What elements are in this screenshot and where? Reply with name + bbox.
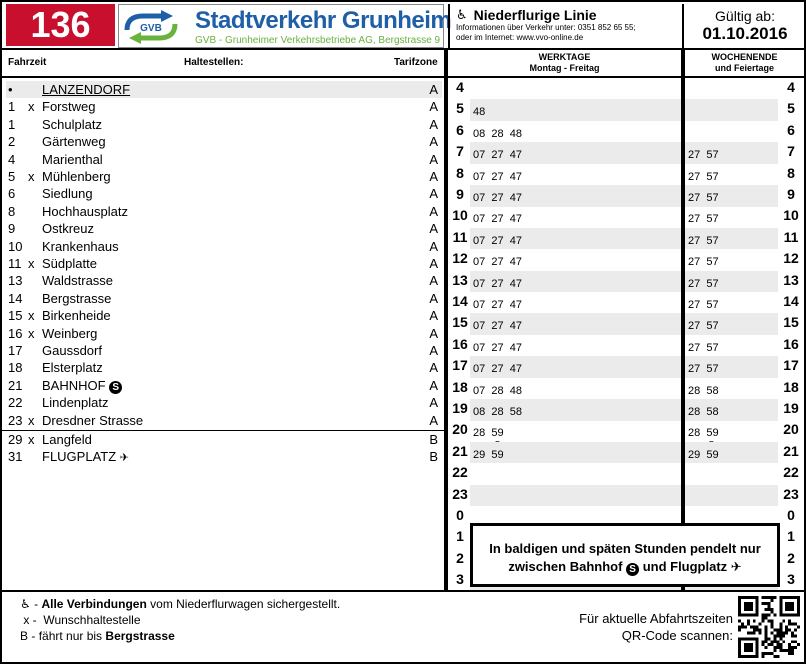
stop-name — [42, 448, 129, 467]
stop-request-marker: x — [28, 99, 35, 115]
weekday-minutes: 07 27 47 — [473, 234, 522, 247]
header — [2, 2, 804, 50]
stop-zone: A — [429, 412, 438, 428]
col-haltestellen: Haltestellen: — [184, 57, 244, 68]
stop-name — [42, 255, 97, 272]
hour-label-left: 2 — [456, 549, 464, 566]
stop-time: 13 — [8, 273, 23, 289]
stop-name-text: Schulplatz — [42, 116, 102, 132]
hour-label-left: 17 — [452, 357, 468, 374]
row-stripe — [685, 485, 778, 507]
brand-name: Stadtverkehr Grunheim — [195, 7, 452, 34]
hour-label-right: 20 — [783, 421, 799, 438]
stop-name-text: Birkenheide — [42, 308, 111, 324]
hour-label-left: 3 — [456, 571, 464, 588]
stop-row — [6, 377, 442, 394]
stop-zone: A — [429, 82, 438, 97]
stop-zone: A — [429, 395, 438, 411]
stop-name — [42, 290, 111, 307]
weekend-minutes: 27 57 — [688, 363, 719, 376]
stop-time: 14 — [8, 290, 23, 306]
weekend-header-line1: WOCHENENDE — [711, 52, 778, 62]
weekday-minutes: 07 27 47 — [473, 170, 522, 183]
hour-label-right: 0 — [787, 507, 795, 523]
weekday-minutes: 07 27 47 — [473, 277, 522, 290]
legend-l3-text: fährt nur bis — [38, 629, 103, 643]
stop-name — [42, 431, 92, 448]
zone-separator — [2, 430, 444, 431]
stop-name — [42, 203, 128, 220]
hour-label-left: 1 — [456, 528, 464, 545]
hour-label-left: 12 — [452, 250, 468, 267]
stop-name-text: Ostkreuz — [42, 221, 95, 237]
stop-name-text: Forstweg — [42, 99, 96, 115]
stop-row — [6, 203, 442, 220]
weekday-minutes: 07 27 47 — [473, 341, 522, 354]
stop-zone: B — [429, 449, 438, 465]
weekend-minutes: 28 58 — [688, 406, 719, 418]
weekend-minutes: 27 57 — [688, 192, 719, 204]
stop-name — [42, 377, 122, 394]
stop-time: 9 — [8, 221, 16, 237]
hour-label-right: 15 — [783, 314, 799, 331]
qr-line1: Für aktuelle Abfahrtszeiten — [579, 611, 733, 626]
hour-label-right: 11 — [783, 228, 799, 245]
validity — [686, 4, 804, 48]
stop-request-marker: x — [28, 412, 35, 428]
stop-zone: A — [429, 256, 438, 271]
weekday-minutes: 07 27 47 — [473, 299, 522, 311]
weekday-minutes: 07 27 47 — [473, 213, 522, 226]
stop-name-text: Gaussdorf — [42, 343, 102, 358]
hour-label-left: 20 — [452, 421, 468, 438]
hour-label-left: 18 — [452, 378, 468, 395]
weekend-header — [685, 50, 804, 78]
divider — [444, 50, 448, 590]
stop-row — [6, 238, 442, 255]
hour-label-left: 19 — [452, 400, 468, 416]
stop-name — [42, 81, 130, 98]
stop-request-marker: x — [28, 432, 35, 447]
valid-label: Gültig ab: — [715, 8, 775, 24]
stop-name — [42, 220, 94, 237]
stop-time: 17 — [8, 343, 23, 358]
lowfloor-info — [448, 4, 684, 48]
stop-zone: A — [429, 360, 438, 376]
stop-zone: A — [429, 290, 438, 306]
hour-label-right: 21 — [783, 442, 799, 459]
stop-time: 23 — [8, 412, 23, 428]
stop-request-marker: x — [28, 256, 35, 271]
stop-name — [42, 185, 93, 202]
weekend-minutes: 27 57 — [688, 277, 719, 290]
stop-zone: A — [429, 186, 438, 202]
hour-label-right: 23 — [783, 485, 799, 502]
stop-row — [6, 98, 442, 115]
stop-name-text: Mühlenberg — [42, 169, 111, 184]
stop-time: 1 — [8, 99, 16, 115]
stop-name — [42, 359, 103, 376]
stop-name-text: Elsterplatz — [42, 360, 103, 376]
stop-list — [2, 78, 444, 590]
stop-row — [6, 255, 442, 272]
weekday-minutes: 07 27 47 — [473, 320, 522, 333]
legend-l1-rest: vom Niederflurwagen sichergestellt. — [150, 597, 341, 611]
weekend-header-line2: und Feiertage — [714, 63, 774, 73]
col-tarifzone: Tarifzone — [394, 57, 438, 68]
stop-name-text: Gärtenweg — [42, 134, 106, 150]
stop-row — [6, 325, 442, 342]
stop-time: 10 — [8, 238, 23, 254]
stop-row — [6, 412, 442, 429]
stop-name — [42, 325, 97, 342]
hour-label-right: 2 — [787, 549, 795, 566]
weekday-minutes: 07 28 48 — [473, 384, 522, 397]
stop-zone: A — [429, 273, 438, 289]
qr-line2: QR-Code scannen: — [621, 628, 733, 643]
weekday-header-line1: WERKTAGE — [538, 52, 591, 62]
stop-time: 22 — [8, 395, 23, 411]
weekday-header-line2: Montag - Freitag — [529, 63, 600, 73]
stop-request-marker: x — [28, 325, 35, 341]
stop-zone: A — [429, 308, 438, 324]
stop-name-text: Dresdner Strasse — [42, 412, 144, 428]
stop-name-text: BAHNHOF — [42, 377, 106, 393]
hour-label-right: 13 — [783, 271, 799, 288]
hour-label-left: 6 — [456, 121, 464, 138]
divider — [681, 50, 685, 590]
hour-label-right: 10 — [783, 207, 799, 224]
hour-label-right: 19 — [783, 400, 799, 416]
stop-row — [6, 307, 442, 324]
lowfloor-info-web: oder im Internet: www.vvo-online.de — [456, 33, 584, 42]
stop-zone: B — [429, 432, 438, 447]
gvb-logo-icon — [123, 8, 179, 46]
qr-code-icon[interactable] — [738, 596, 800, 658]
weekday-minutes: 07 27 47 — [473, 149, 522, 162]
stop-time: 2 — [8, 134, 16, 150]
stop-row — [6, 272, 442, 289]
stop-name-text: Marienthal — [42, 151, 103, 167]
stop-name-text: Waldstrasse — [42, 273, 114, 289]
hour-label-left: 14 — [452, 293, 468, 309]
sbahn-icon: S — [626, 563, 639, 576]
stop-zone: A — [429, 325, 438, 341]
stop-time: 11 — [8, 256, 22, 271]
hour-label-right: 4 — [787, 79, 795, 95]
hour-label-right: 8 — [787, 164, 795, 181]
weekend-minutes: 29 59 — [688, 448, 719, 461]
sbahn-icon: S — [109, 381, 122, 394]
stop-request-marker: x — [28, 308, 35, 324]
logo-text: GVB — [140, 23, 162, 34]
stop-time: • — [8, 82, 13, 97]
hour-label-right: 16 — [783, 335, 799, 352]
stop-zone: A — [429, 99, 438, 115]
row-stripe — [470, 99, 681, 121]
stop-time: 31 — [8, 449, 23, 465]
weekday-minutes: 29 59 — [473, 448, 504, 461]
stop-time: 8 — [8, 203, 16, 219]
valid-date: 01.10.2016 — [702, 24, 788, 43]
weekday-minutes: 08 28 48 — [473, 127, 522, 140]
hour-label-left: 4 — [456, 79, 464, 95]
hour-label-left: 11 — [452, 228, 468, 245]
weekday-minutes: 28 59 — [473, 427, 504, 440]
hour-label-right: 9 — [787, 186, 795, 202]
stop-row — [6, 151, 442, 168]
stop-name-text: Langfeld — [42, 432, 92, 447]
legend-l2-text: Wunschhaltestelle — [43, 613, 141, 627]
stop-row — [6, 290, 442, 307]
line-number-badge: 136 — [6, 4, 115, 46]
weekday-minutes: 07 27 47 — [473, 192, 522, 204]
note-line2: zwischen Bahnhof — [508, 559, 623, 574]
wheelchair-icon: ♿ — [456, 7, 468, 22]
note-line1: In baldigen und späten Stunden pendelt nur — [489, 541, 761, 556]
stop-name — [42, 168, 111, 185]
stop-row — [6, 431, 442, 448]
stop-row — [6, 81, 442, 98]
hour-label-left: 8 — [456, 164, 464, 181]
legend-wheelchair-icon: ♿ - — [20, 597, 39, 611]
hour-label-left: 23 — [452, 485, 468, 502]
hour-label-left: 0 — [456, 507, 464, 523]
stop-name-text: Krankenhaus — [42, 238, 119, 254]
hour-label-right: 3 — [787, 571, 795, 588]
legend-b — [20, 628, 175, 644]
company-logo — [118, 4, 452, 48]
hour-label-left: 13 — [452, 271, 468, 288]
stop-row — [6, 394, 442, 411]
note-line2-end: und Flugplatz ✈ — [642, 559, 742, 574]
stop-zone: A — [429, 116, 438, 132]
stop-name — [42, 238, 119, 255]
stop-row — [6, 133, 442, 150]
legend-lowfloor — [20, 596, 340, 612]
stop-row — [6, 168, 442, 185]
legend-l3-bold: Bergstrasse — [105, 629, 175, 643]
hour-label-right: 7 — [787, 143, 795, 160]
stop-zone: A — [429, 203, 438, 219]
stop-time: 29 — [8, 432, 23, 447]
hour-label-left: 16 — [452, 335, 468, 352]
col-fahrzeit: Fahrzeit — [8, 57, 47, 68]
stop-time: 1 — [8, 116, 16, 132]
stop-time: 18 — [8, 360, 23, 376]
stop-name-text: LANZENDORF — [42, 82, 131, 97]
stop-name-text: Südplatte — [42, 256, 97, 271]
stop-zone: A — [429, 343, 438, 358]
hour-label-right: 12 — [783, 250, 799, 267]
stop-name — [42, 412, 143, 429]
weekday-minutes: 48 — [473, 106, 486, 119]
legend-l1-bold: Alle Verbindungen — [41, 597, 147, 611]
weekend-minutes: 27 57 — [688, 170, 719, 183]
stop-name — [42, 307, 111, 324]
weekend-minutes: 27 57 — [688, 320, 719, 333]
weekday-minutes: 07 27 47 — [473, 363, 522, 376]
stop-name-text: Siedlung — [42, 186, 93, 202]
stop-zone: A — [429, 169, 438, 184]
weekday-header — [448, 50, 681, 78]
stop-zone: A — [429, 377, 438, 393]
weekday-minutes: 07 27 47 — [473, 256, 522, 269]
stop-name — [42, 116, 102, 133]
stop-name-text: Weinberg — [42, 325, 98, 341]
row-stripe — [685, 99, 778, 121]
hour-label-left: 15 — [452, 314, 468, 331]
stop-row — [6, 342, 442, 359]
hour-label-right: 22 — [783, 464, 799, 481]
stop-zone: A — [429, 221, 438, 237]
stop-time: 4 — [8, 151, 16, 167]
stop-request-marker: x — [28, 169, 35, 184]
hour-label-left: 10 — [452, 207, 468, 224]
stop-name-text: FLUGPLATZ — [42, 449, 117, 465]
qr-text — [557, 610, 733, 644]
hour-label-left: 5 — [456, 100, 464, 117]
row-stripe — [470, 485, 681, 507]
hour-label-right: 14 — [783, 293, 799, 309]
brand-subline: GVB - Grunheimer Verkehrsbetriebe AG, Bergstrasse 9 — [195, 35, 441, 46]
stop-zone: A — [429, 151, 438, 167]
hour-label-left: 21 — [452, 442, 468, 459]
hour-label-left: 22 — [452, 464, 468, 481]
stop-row — [6, 116, 442, 133]
footer — [2, 590, 804, 662]
stop-zone: A — [429, 134, 438, 150]
weekend-minutes: 28 58 — [688, 384, 719, 397]
stop-row — [6, 185, 442, 202]
stop-name — [42, 133, 106, 150]
shuttle-note — [470, 523, 780, 587]
stop-name — [42, 98, 95, 115]
weekend-minutes: 27 57 — [688, 234, 719, 247]
hour-label-right: 5 — [787, 100, 795, 117]
stop-name — [42, 342, 102, 359]
stop-zone: A — [429, 238, 438, 254]
hour-label-left: 7 — [456, 143, 464, 160]
hour-label-right: 17 — [783, 357, 799, 374]
stop-time: 16 — [8, 325, 23, 341]
weekday-minutes: 08 28 58 — [473, 406, 522, 418]
weekend-minutes: 27 57 — [688, 149, 719, 162]
legend-request-stop — [20, 612, 141, 628]
weekend-minutes: 27 57 — [688, 299, 719, 311]
weekend-minutes: 28 59 — [688, 427, 719, 440]
stop-row — [6, 359, 442, 376]
stop-name-text: Bergstrasse — [42, 290, 112, 306]
stop-row — [6, 220, 442, 237]
stop-name-text: Hochhausplatz — [42, 203, 128, 219]
lowfloor-info-text: Informationen über Verkehr unter: 0351 852 65 55; — [456, 23, 636, 32]
stop-time: 5 — [8, 169, 16, 184]
stop-row — [6, 448, 442, 465]
hour-label-right: 18 — [783, 378, 799, 395]
hour-label-right: 1 — [787, 528, 795, 545]
lowfloor-title: Niederflurige Linie — [473, 7, 597, 23]
hour-label-left: 9 — [456, 186, 464, 202]
legend-l2-sym: x - — [23, 613, 37, 627]
hour-label-right: 6 — [787, 121, 795, 138]
weekend-minutes: 27 57 — [688, 341, 719, 354]
stop-time: 6 — [8, 186, 16, 202]
legend-l3-sym: B - — [20, 629, 36, 643]
weekend-minutes: 27 57 — [688, 256, 719, 269]
stop-name — [42, 394, 109, 411]
stop-name-text: Lindenplatz — [42, 395, 109, 411]
plane-icon: ✈ — [119, 452, 130, 465]
stop-time: 15 — [8, 308, 23, 324]
stop-name — [42, 151, 103, 168]
weekend-minutes: 27 57 — [688, 213, 719, 226]
stop-name — [42, 272, 113, 289]
stop-time: 21 — [8, 377, 23, 393]
